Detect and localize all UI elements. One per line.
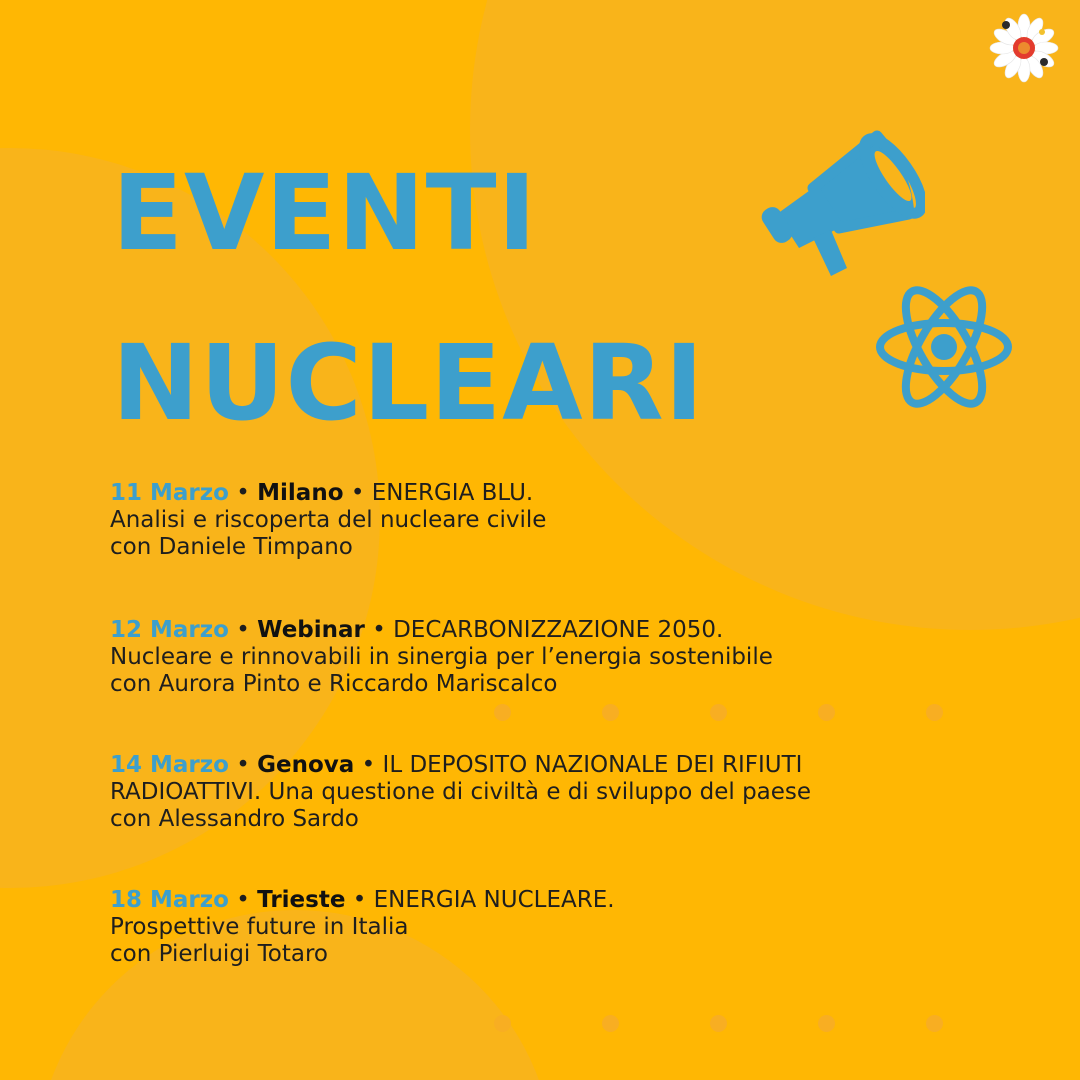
event-topic: ENERGIA BLU. [371,480,534,506]
event-speaker: con Alessandro Sardo [110,806,359,832]
event-item [110,752,1040,833]
event-date: 12 Marzo [110,617,229,643]
event-topic: ENERGIA NUCLEARE. [373,887,615,913]
event-speaker: con Aurora Pinto e Riccardo Mariscalco [110,671,558,697]
title-line-2: NUCLEARI [112,322,705,444]
event-place: Milano [257,480,344,506]
event-headline: 14 Marzo • Genova • IL DEPOSITO NAZIONALE DEI RIFIUTI [110,752,803,778]
event-headline: 12 Marzo • Webinar • DECARBONIZZAZIONE 2050. [110,617,724,643]
event-place: Trieste [257,887,346,913]
event-date: 14 Marzo [110,752,229,778]
event-item [110,887,1040,968]
daisy-logo [986,10,1062,86]
event-place: Webinar [257,617,365,643]
event-date: 11 Marzo [110,480,229,506]
event-description: Nucleare e rinnovabili in sinergia per l’energia sostenibile [110,644,773,670]
event-place: Genova [257,752,355,778]
atom-icon [870,276,1018,418]
event-description: RADIOATTIVI. Una questione di civiltà e di sviluppo del paese [110,779,812,805]
event-description: Prospettive future in Italia [110,914,409,940]
event-headline: 11 Marzo • Milano • ENERGIA BLU. [110,480,534,506]
event-speaker: con Daniele Timpano [110,534,353,560]
event-description: Analisi e riscoperta del nucleare civile [110,507,547,533]
event-topic: DECARBONIZZAZIONE 2050. [393,617,724,643]
event-date: 18 Marzo [110,887,229,913]
event-headline: 18 Marzo • Trieste • ENERGIA NUCLEARE. [110,887,615,913]
event-speaker: con Pierluigi Totaro [110,941,328,967]
title-line-1: EVENTI [112,152,538,274]
page-title [112,128,704,468]
event-item [110,480,1040,561]
event-topic: IL DEPOSITO NAZIONALE DEI RIFIUTI [382,752,803,778]
event-item [110,617,1040,698]
megaphone-icon [755,110,925,280]
